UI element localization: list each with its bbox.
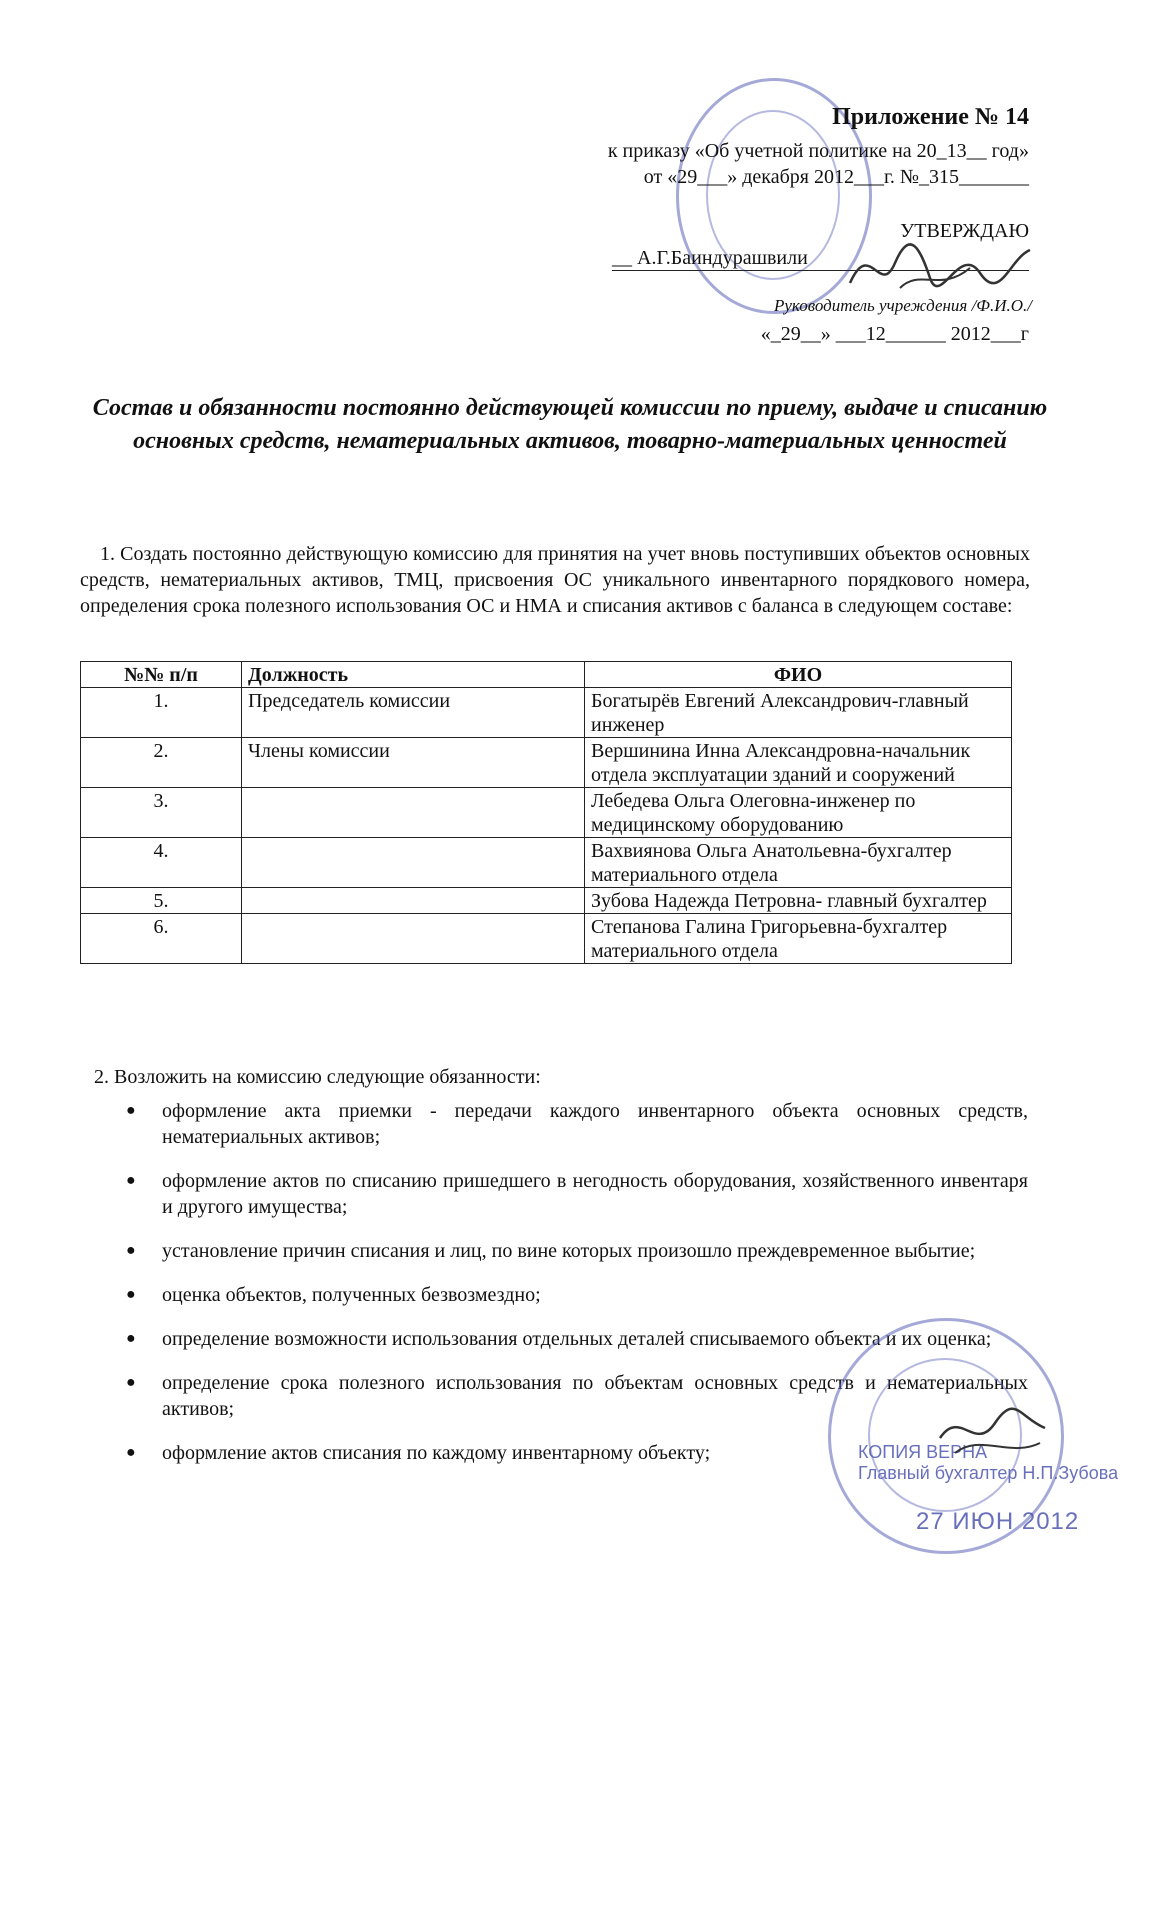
duty-text: определение возможности использования отдельных деталей списываемого объекта и их оценка; [162, 1328, 992, 1350]
row-name: Лебедева Ольга Олеговна-инженер по медицинскому оборудованию [585, 788, 1012, 838]
header-position: Должность [242, 662, 585, 688]
duty-text: определение срока полезного использования по объектам основных средств и нематериальных активов; [162, 1372, 1028, 1420]
duty-text: установление причин списания и лиц, по вине которых произошло преждевременное выбытие; [162, 1240, 976, 1262]
annex-order-line: к приказу «Об учетной политике на 20_13__ год» [607, 140, 1029, 162]
row-name: Вахвиянова Ольга Анатольевна-бухгалтер материального отдела [585, 838, 1012, 888]
table-row [81, 738, 1012, 788]
paragraph-2: 2. Возложить на комиссию следующие обязанности: [94, 1066, 541, 1088]
row-position [242, 788, 585, 838]
approve-label: УТВЕРЖДАЮ [900, 220, 1029, 242]
row-name: Богатырёв Евгений Александрович-главный инженер [585, 688, 1012, 738]
copy-label: КОПИЯ ВЕРНА [858, 1442, 988, 1462]
bullet-icon: ● [126, 1102, 136, 1119]
table-row [81, 688, 1012, 738]
row-number: 1. [81, 688, 242, 738]
row-number: 5. [81, 888, 242, 914]
accountant-line: Главный бухгалтер Н.П.Зубова [858, 1463, 1119, 1483]
row-position [242, 914, 585, 964]
commission-table [80, 661, 1012, 964]
bullet-icon: ● [126, 1444, 136, 1461]
role-caption: Руководитель учреждения /Ф.И.О./ [773, 296, 1032, 315]
bullet-icon: ● [126, 1242, 136, 1259]
approval-date: «_29__» ___12______ 2012___г [760, 323, 1029, 345]
duty-text: оценка объектов, полученных безвозмездно; [162, 1284, 541, 1306]
table-row [81, 888, 1012, 914]
row-name: Степанова Галина Григорьевна-бухгалтер материального отдела [585, 914, 1012, 964]
list-item [96, 1282, 1028, 1308]
list-item [96, 1098, 1028, 1150]
bullet-icon: ● [126, 1172, 136, 1189]
duty-text: оформление акта приемки - передачи каждого инвентарного объекта основных средств, нематериальных активов; [162, 1100, 1028, 1148]
row-position [242, 888, 585, 914]
row-position [242, 838, 585, 888]
signatory-name: __ А.Г.Баиндурашвили [612, 247, 808, 269]
table-row [81, 838, 1012, 888]
header-name: ФИО [585, 662, 1012, 688]
row-name: Вершинина Инна Александровна-начальник отдела эксплуатации зданий и сооружений [585, 738, 1012, 788]
table-header-row [81, 662, 1012, 688]
paragraph-1: 1. Создать постоянно действующую комиссию для принятия на учет вновь поступивших объектов основных средств, нематериальных активов, ТМЦ, присвоения ОС уникального инвентарного порядкового номера, определения срока полезного использования ОС и НМА и списания активов с баланса в следующем составе: [80, 543, 1030, 617]
duty-text: оформление актов по списанию пришедшего в негодность оборудования, хозяйственного инвентаря и другого имущества; [162, 1170, 1028, 1218]
row-number: 6. [81, 914, 242, 964]
accountant-signature [935, 1398, 1055, 1468]
table-row [81, 914, 1012, 964]
bullet-icon: ● [126, 1330, 136, 1347]
row-name: Зубова Надежда Петровна- главный бухгалтер [585, 888, 1012, 914]
row-number: 2. [81, 738, 242, 788]
row-position: Члены комиссии [242, 738, 585, 788]
annex-date-line: от «29___» декабря 2012___г. №_315_______ [643, 166, 1029, 188]
row-number: 3. [81, 788, 242, 838]
duty-text: оформление актов списания по каждому инвентарному объекту; [162, 1442, 711, 1464]
row-position: Председатель комиссии [242, 688, 585, 738]
list-item [96, 1168, 1028, 1220]
table-row [81, 788, 1012, 838]
document-title: Состав и обязанности постоянно действующей комиссии по приему, выдаче и списанию основных средств, нематериальных активов, товарно-материальных ценностей [92, 395, 1048, 454]
annex-title: Приложение № 14 [832, 104, 1029, 130]
list-item [96, 1238, 1028, 1264]
bullet-icon: ● [126, 1286, 136, 1303]
header-number: №№ п/п [81, 662, 242, 688]
bullet-icon: ● [126, 1374, 136, 1391]
row-number: 4. [81, 838, 242, 888]
stamp-date: 27 ИЮН 2012 [916, 1508, 1080, 1535]
